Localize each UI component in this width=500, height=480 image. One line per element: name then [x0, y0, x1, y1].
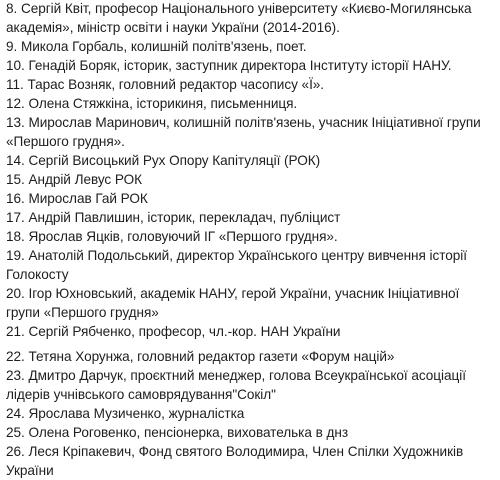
list-item: 26. Леся Кріпакевич, Фонд святого Володимира, Член Спілки Художників України: [6, 444, 464, 478]
list-item: 23. Дмитро Дарчук, проєктний менеджер, голова Всеукраїнської асоціації лідерів учнівського самоврядування"Сокіл": [6, 368, 466, 402]
list-item: 19. Анатолій Подольський, директор Українського центру вивчення історії Голокосту: [6, 248, 467, 282]
list-item: 21. Сергій Рябченко, професор, чл.-кор. НАН України: [6, 324, 341, 339]
list-item: 16. Мирослав Гай РОК: [6, 191, 148, 206]
list-item: 8. Сергій Квіт, професор Національного університету «Києво-Могилянська академія», міністр освіти і науки України (2014-2016).: [6, 1, 472, 35]
list-item: 17. Андрій Павлишин, історик, перекладач, публіцист: [6, 210, 341, 225]
list-item: 9. Микола Горбаль, колишній політв'язень, поет.: [6, 39, 307, 54]
signatories-list: [6, 0, 496, 480]
list-item: 18. Ярослав Яцків, головуючий ІГ «Першого грудня».: [6, 229, 338, 244]
list-item: 11. Тарас Возняк, головний редактор часопису «Ї».: [6, 77, 325, 92]
list-item: 10. Генадій Боряк, історик, заступник директора Інституту історії НАНУ.: [6, 58, 452, 73]
list-item: 20. Ігор Юхновський, академік НАНУ, герой України, учасник Ініціативної групи «Першого грудня»: [6, 286, 460, 320]
list-item: 14. Сергій Висоцький Рух Опору Капітуляції (РОК): [6, 153, 321, 168]
list-item: 12. Олена Стяжкіна, історикиня, письменниця.: [6, 96, 298, 111]
list-item: 22. Тетяна Хорунжа, головний редактор газети «Форум націй»: [6, 349, 395, 364]
list-item: 25. Олена Роговенко, пенсіонерка, вихователька в днз: [6, 425, 349, 440]
list-item: 24. Ярослава Музиченко, журналістка: [6, 406, 245, 421]
list-item: 13. Мирослав Маринович, колишній політв'язень, учасник Ініціативної групи «Першого грудня».: [6, 115, 481, 149]
list-item: 15. Андрій Левус РОК: [6, 172, 143, 187]
